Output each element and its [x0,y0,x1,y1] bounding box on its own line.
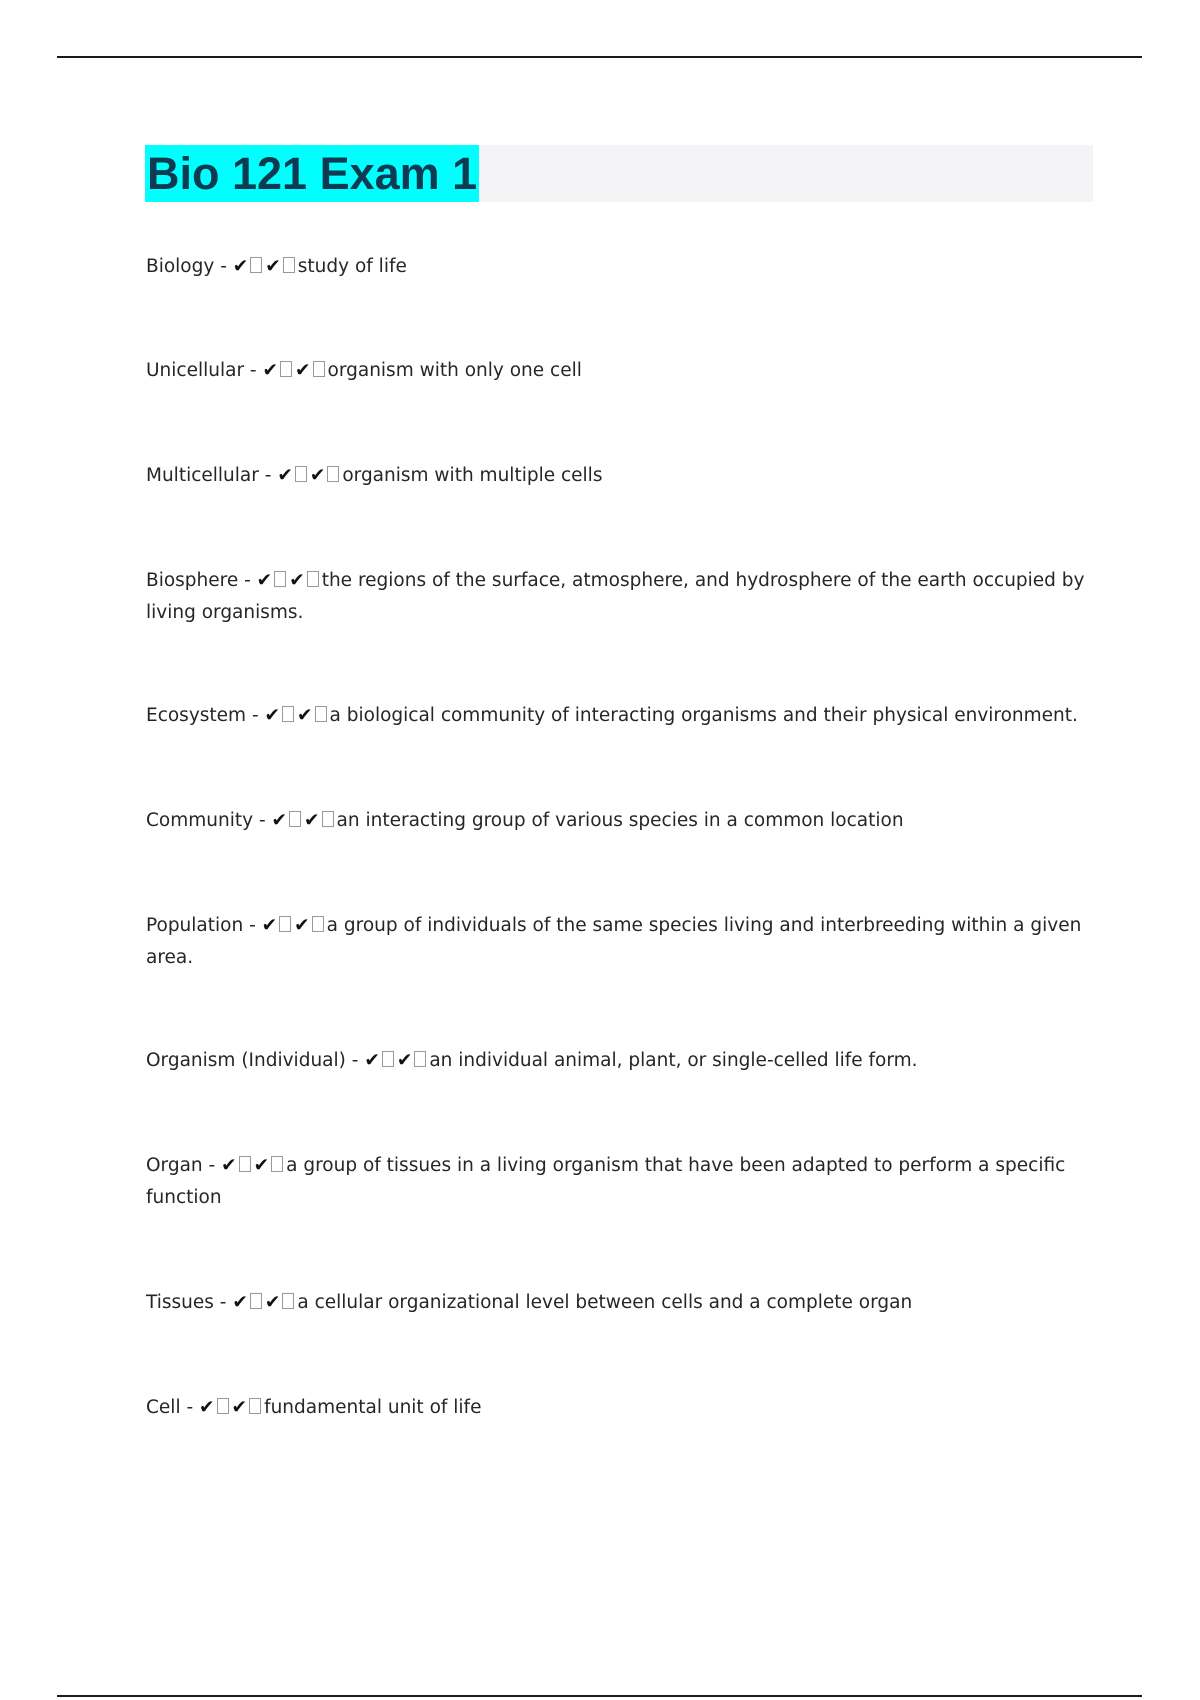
check-icon: ✔ [309,465,326,486]
list-item [146,1150,1086,1214]
box-icon [274,571,286,587]
term: Biosphere [146,570,239,591]
check-icon: ✔ [297,705,313,726]
list-item [146,1392,1086,1424]
definition: organism with only one cell [327,360,582,381]
list-item [146,565,1086,629]
list-item [146,460,1086,492]
definition: a biological community of interacting organisms and their physical environment. [329,705,1078,726]
check-icon: ✔ [232,1292,248,1313]
term: Community [146,810,254,831]
list-item [146,251,1086,283]
definition: a cellular organizational level between cells and a complete organ [297,1292,913,1313]
list-item [146,910,1086,974]
check-icon: ✔ [265,256,281,277]
separator: - [258,465,278,486]
check-icon: ✔ [221,1155,237,1176]
box-icon [414,1051,426,1067]
separator: - [345,1050,365,1071]
separator: - [244,360,263,381]
term: Organism (Individual) [146,1050,346,1071]
check-icon: ✔ [232,256,249,277]
definition: fundamental unit of life [264,1397,482,1418]
term: Cell [146,1397,181,1418]
check-icon: ✔ [264,705,281,726]
box-icon [322,811,334,827]
box-icon [280,361,292,377]
page-title: Bio 121 Exam 1 [145,145,479,202]
definition: an individual animal, plant, or single-celled life form. [429,1050,918,1071]
top-rule [57,56,1142,58]
check-icon: ✔ [231,1397,248,1418]
separator: - [238,570,257,591]
list-item [146,1045,1086,1077]
definition: an interacting group of various species in a common location [336,810,904,831]
check-icon: ✔ [199,1397,215,1418]
bottom-rule [57,1695,1142,1697]
box-icon [283,257,295,273]
list-item [146,355,1086,387]
list-item [146,700,1086,732]
box-icon [239,1156,251,1172]
definition: organism with multiple cells [342,465,603,486]
check-icon: ✔ [264,1292,281,1313]
box-icon [315,706,327,722]
box-icon [312,916,324,932]
check-icon: ✔ [256,570,273,591]
check-icon: ✔ [304,810,320,831]
check-icon: ✔ [271,810,288,831]
check-icon: ✔ [261,915,278,936]
list-item [146,805,1086,837]
separator: - [202,1155,222,1176]
box-icon [327,466,339,482]
separator: - [243,915,262,936]
box-icon [289,811,301,827]
box-icon [250,1293,262,1309]
separator: - [214,256,233,277]
term: Tissues [146,1292,214,1313]
separator: - [246,705,265,726]
check-icon: ✔ [294,915,310,936]
term: Organ [146,1155,203,1176]
definition: study of life [297,256,407,277]
term: Biology [146,256,215,277]
separator: - [180,1397,200,1418]
check-icon: ✔ [253,1155,270,1176]
term: Ecosystem [146,705,247,726]
box-icon [382,1051,394,1067]
list-item [146,1287,1086,1319]
box-icon [217,1398,229,1414]
term: Population [146,915,244,936]
box-icon [282,706,294,722]
box-icon [271,1156,283,1172]
box-icon [279,916,291,932]
separator: - [253,810,272,831]
check-icon: ✔ [295,360,311,381]
term: Multicellular [146,465,259,486]
check-icon: ✔ [262,360,278,381]
definition: the regions of the surface, atmosphere, and hydrosphere of the earth occupied by living organisms. [146,570,1085,623]
definition: a group of tissues in a living organism that have been adapted to perform a specific function [146,1155,1066,1208]
box-icon [249,1398,261,1414]
check-icon: ✔ [396,1050,413,1071]
box-icon [282,1293,294,1309]
definition: a group of individuals of the same species living and interbreeding within a given area. [146,915,1082,968]
check-icon: ✔ [364,1050,380,1071]
box-icon [250,257,262,273]
check-icon: ✔ [277,465,293,486]
separator: - [213,1292,233,1313]
box-icon [295,466,307,482]
check-icon: ✔ [289,570,305,591]
box-icon [313,361,325,377]
box-icon [307,571,319,587]
term: Unicellular [146,360,245,381]
